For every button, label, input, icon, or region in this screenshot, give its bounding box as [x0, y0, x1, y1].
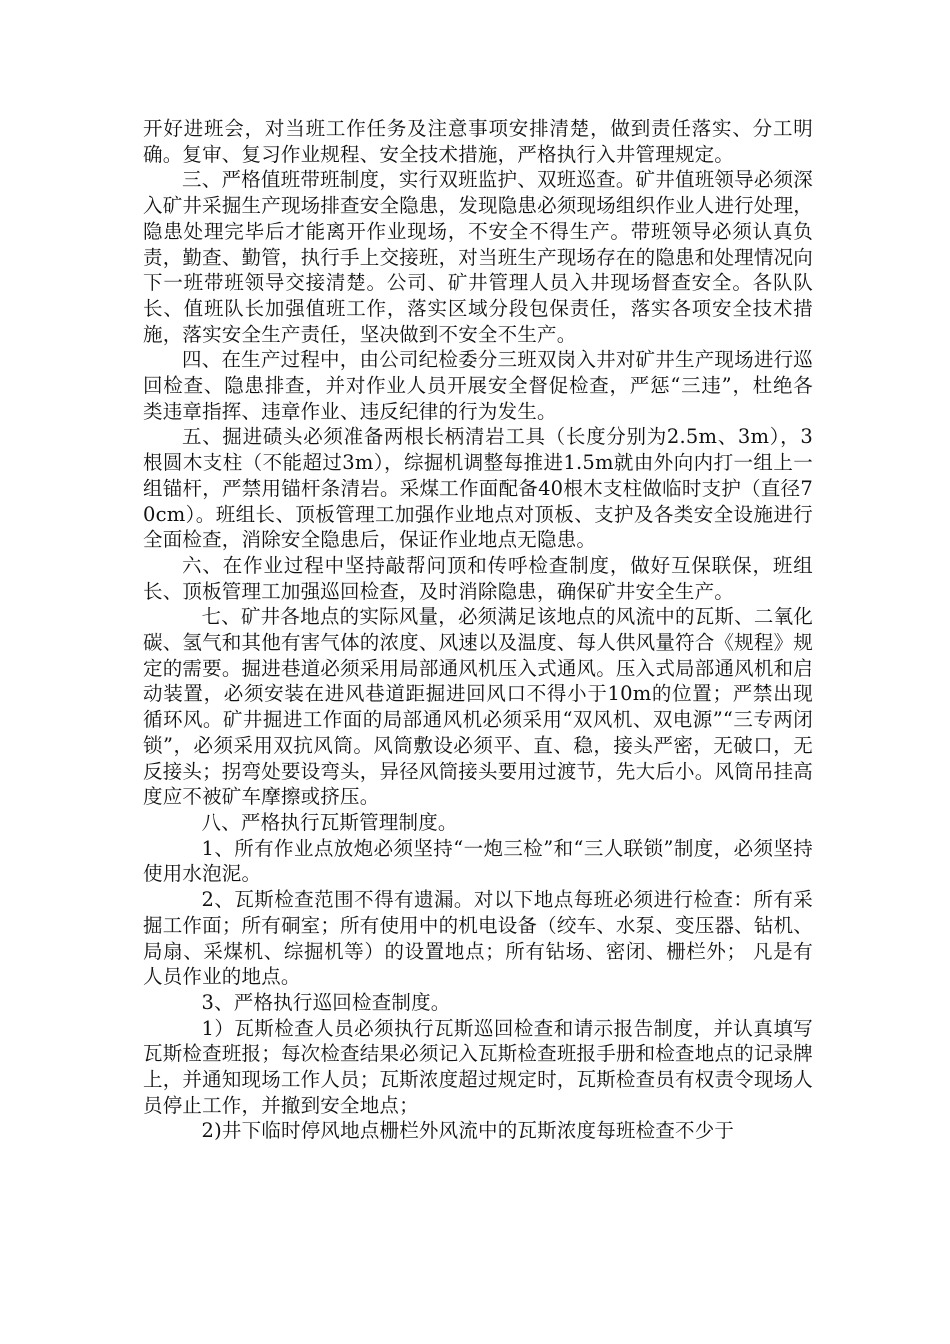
document-body [143, 116, 813, 1144]
paragraph-item-2: 2、瓦斯检查范围不得有遗漏。对以下地点每班必须进行检查：所有采掘工作面；所有硐室；所有使用中的机电设备（绞车、水泵、变压器、钻机、局扇、采煤机、综掘机等）的设置地点；所有钻场、密闭、栅栏外； 凡是有人员作业的地点。 [143, 888, 813, 989]
paragraph-1-continuation: 开好进班会，对当班工作任务及注意事项安排清楚，做到责任落实、分工明确。复审、复习作业规程、安全技术措施，严格执行入井管理规定。 [143, 117, 813, 166]
paragraph-section-3: 三、严格值班带班制度，实行双班监护、双班巡查。矿井值班领导必须深入矿井采掘生产现场排查安全隐患，发现隐患必须现场组织作业人进行处理，隐患处理完毕后才能离开作业现场，不安全不得生产。带班领导必须认真负责，勤查、勤管，执行手上交接班，对当班生产现场存在的隐患和处理情况向下一班带班领导交接清楚。公司、矿井管理人员入井现场督查安全。各队队长、值班队长加强值班工作，落实区域分段包保责任，落实各项安全技术措施，落实安全生产责任，坚决做到不安全不生产。 [143, 168, 813, 346]
paragraph-section-8: 八、严格执行瓦斯管理制度。 [201, 810, 458, 834]
paragraph-section-5: 五、掘进碛头必须准备两根长柄清岩工具（长度分别为2.5m、3m），3根圆木支柱（不能超过3m），综掘机调整每推进1.5m就由外向内打一组上一组锚杆，严禁用锚杆条清岩。采煤工作面配备40根木支柱做临时支护（直径70cm）。班组长、顶板管理工加强作业地点对顶板、支护及各类安全设施进行全面检查，消除安全隐患后，保证作业地点无隐患。 [143, 425, 813, 552]
paragraph-section-7: 七、矿井各地点的实际风量，必须满足该地点的风流中的瓦斯、二氧化碳、氢气和其他有害气体的浓度、风速以及温度、每人供风量符合《规程》规定的需要。掘进巷道必须采用局部通风机压入式通风。压入式局部通风机和启动装置，必须安装在进风巷道距掘进回风口不得小于10m的位置；严禁出现循环风。矿井掘进工作面的局部通风机必须采用“双风机、双电源”“三专两闭锁”，必须采用双抗风筒。风筒敷设必须平、直、稳，接头严密，无破口，无反接头；拐弯处要设弯头，异径风筒接头要用过渡节，先大后小。风筒吊挂高度应不被矿车摩擦或挤压。 [143, 605, 813, 809]
paragraph-subitem-1: 1）瓦斯检查人员必须执行瓦斯巡回检查和请示报告制度，并认真填写瓦斯检查班报；每次检查结果必须记入瓦斯检查班报手册和检查地点的记录牌上，并通知现场工作人员；瓦斯浓度超过规定时，瓦斯检查员有权责令现场人员停止工作，并撤到安全地点； [143, 1016, 813, 1117]
paragraph-item-3: 3、严格执行巡回检查制度。 [201, 990, 451, 1014]
paragraph-section-6: 六、在作业过程中坚持敲帮问顶和传呼检查制度，做好互保联保，班组长、顶板管理工加强巡回检查，及时消除隐患，确保矿井安全生产。 [143, 553, 813, 603]
paragraph-subitem-2: 2)井下临时停风地点栅栏外风流中的瓦斯浓度每班检查不少于 [201, 1119, 735, 1143]
paragraph-item-1: 1、所有作业点放炮必须坚持“一炮三检”和“三人联锁”制度，必须坚持使用水泡泥。 [143, 836, 813, 886]
paragraph-section-4: 四、在生产过程中，由公司纪检委分三班双岗入井对矿井生产现场进行巡回检查、隐患排查，并对作业人员开展安全督促检查，严惩“三违”，杜绝各类违章指挥、违章作业、违反纪律的行为发生。 [143, 348, 813, 423]
